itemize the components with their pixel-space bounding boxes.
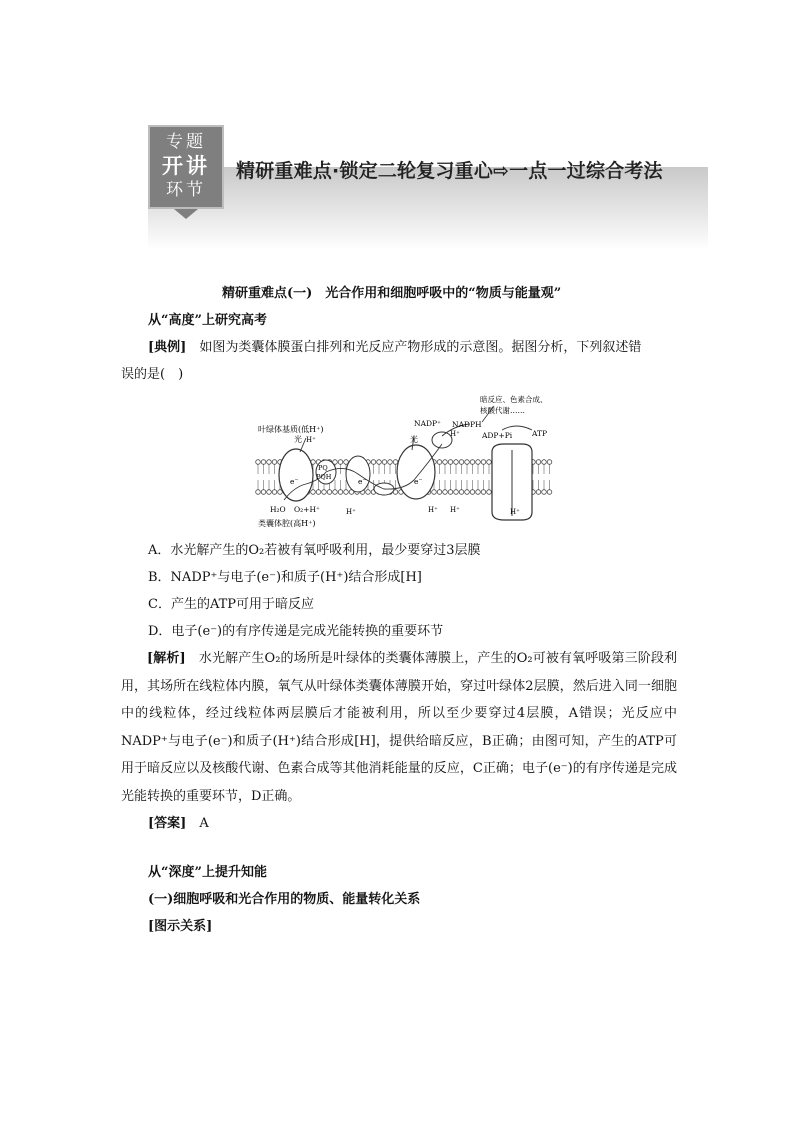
- answer-value: A: [199, 816, 209, 831]
- lipid-head: [256, 490, 261, 495]
- label-h-bottom-3: H⁺: [450, 506, 460, 514]
- badge-line-2: 开讲: [162, 154, 210, 178]
- lipid-head: [542, 490, 547, 495]
- option-b: B．NADP⁺与电子(e⁻)和质子(H⁺)结合形成[H]: [148, 570, 422, 585]
- lipid-head: [465, 460, 470, 465]
- label-light-1: 光: [294, 435, 302, 444]
- lipid-head: [366, 490, 371, 495]
- lipid-head: [542, 460, 547, 465]
- lipid-head: [470, 490, 475, 495]
- lipid-head: [382, 460, 387, 465]
- badge-tip: [174, 209, 198, 219]
- label-pq: PQ: [318, 464, 328, 472]
- analysis-text: 水光解产生O₂的场所是叶绿体的类囊体薄膜上，产生的O₂可被有氧呼吸第三阶段利用，其场所在线粒体内膜，氧气从叶绿体类囊体薄膜开始，穿过叶绿体2层膜，然后进入同一细胞中的线粒体，经过线粒体两层膜后才能被利用，所以至少要穿过4层膜，A错误；光反应中NADP⁺与电子(e⁻)和质子(H⁺)结合形成[H]，提供给暗反应，B正确；由图可知，产生的ATP可用于暗反应以及核酸代谢、色素合成等其他消耗能量的反应，C正确；电子(e⁻)的有序传递是完成光能转换的重要环节，D正确。: [121, 651, 677, 804]
- section-title: 精研重难点(一) 光合作用和细胞呼吸中的“物质与能量观”: [222, 286, 562, 301]
- badge-line-1: 专题: [166, 132, 206, 152]
- thylakoid-membrane-diagram: [254, 392, 554, 532]
- ferredoxin: [432, 432, 452, 448]
- label-e-3: e⁻: [414, 477, 423, 486]
- badge-line-3: 环节: [166, 180, 206, 200]
- banner-title: 精研重难点·锁定二轮复习重心⇨一点一过综合考法: [236, 160, 663, 182]
- lipid-head: [459, 460, 464, 465]
- label-o2: O₂+H⁺: [294, 505, 320, 514]
- label-dark-reaction-2: 核酸代谢……: [480, 406, 525, 415]
- header-banner: [148, 125, 708, 250]
- lipid-head: [481, 490, 486, 495]
- sub-section-title: (一)细胞呼吸和光合作用的物质、能量转化关系: [148, 892, 421, 907]
- lipid-head: [448, 460, 453, 465]
- lipid-head: [272, 460, 277, 465]
- label-e-1: e⁻: [290, 477, 299, 486]
- lipid-head: [454, 490, 459, 495]
- label-e-2: e⁻: [358, 477, 367, 486]
- lipid-head: [487, 460, 492, 465]
- lipid-head: [338, 490, 343, 495]
- lipid-head: [465, 490, 470, 495]
- lipid-head: [481, 460, 486, 465]
- lipid-head: [443, 460, 448, 465]
- label-h-bottom-2: H⁺: [428, 506, 438, 514]
- example-question-line2: 误的是( ): [121, 367, 184, 382]
- label-lumen: 类囊体腔(高H⁺): [258, 519, 316, 528]
- analysis-paragraph: [121, 645, 677, 810]
- option-a: A．水光解产生的O₂若被有氧呼吸利用，最少要穿过3层膜: [148, 543, 481, 558]
- lipid-head: [344, 460, 349, 465]
- lipid-head: [261, 490, 266, 495]
- lipid-head: [547, 490, 552, 495]
- analysis-tag: [解析]: [147, 651, 186, 666]
- lipid-head: [267, 490, 272, 495]
- label-nadph: NADPH: [452, 420, 482, 429]
- lipid-head: [311, 490, 316, 495]
- lipid-head: [322, 490, 327, 495]
- lipid-head: [536, 460, 541, 465]
- subheading-depth: 从“深度”上提升知能: [148, 865, 267, 880]
- label-light-2: 光: [410, 435, 418, 444]
- label-nadp: NADP⁺: [414, 419, 441, 428]
- example-question-text1: 如图为类囊体膜蛋白排列和光反应产物形成的示意图。据图分析，下列叙述错: [199, 340, 642, 355]
- lipid-head: [256, 460, 261, 465]
- lipid-head: [388, 460, 393, 465]
- label-h2o: H₂O: [270, 505, 286, 514]
- label-h-bottom-1: H⁺: [346, 508, 356, 516]
- lipid-head: [333, 490, 338, 495]
- label-h-top: H⁺: [306, 436, 316, 444]
- subheading-height: 从“高度”上研究高考: [148, 313, 267, 328]
- lipid-head: [437, 490, 442, 495]
- lipid-head: [476, 490, 481, 495]
- option-d: D．电子(e⁻)的有序传递是完成光能转换的重要环节: [148, 624, 444, 639]
- lipid-head: [327, 490, 332, 495]
- photosystem-ii: [279, 449, 313, 501]
- lipid-head: [377, 460, 382, 465]
- lipid-head: [487, 490, 492, 495]
- label-pqh: PQH: [316, 473, 332, 481]
- answer-tag: [答案]: [148, 816, 187, 831]
- lipid-head: [547, 460, 552, 465]
- label-adp: ADP+Pi: [482, 431, 513, 440]
- label-h-mid: H⁺: [450, 430, 460, 438]
- atp-arrow: [502, 426, 532, 430]
- lipid-head: [316, 490, 321, 495]
- lipid-head: [470, 460, 475, 465]
- lipid-head: [432, 490, 437, 495]
- photosystem-i: [397, 445, 435, 499]
- label-stroma: 叶绿体基质(低H⁺): [258, 425, 324, 434]
- lipid-head: [437, 460, 442, 465]
- label-h-bottom-4: H⁺: [510, 508, 520, 516]
- lipid-head: [344, 490, 349, 495]
- lipid-head: [443, 490, 448, 495]
- label-atp: ATP: [532, 429, 548, 438]
- lipid-head: [371, 460, 376, 465]
- label-dark-reaction-1: 暗反应、色素合成、: [480, 395, 548, 404]
- lipid-head: [338, 460, 343, 465]
- lipid-head: [459, 490, 464, 495]
- topic-badge: [148, 125, 224, 209]
- lipid-head: [454, 460, 459, 465]
- figure-tag: [图示关系]: [148, 919, 213, 934]
- lipid-head: [536, 490, 541, 495]
- lipid-head: [476, 460, 481, 465]
- example-question-line1: [148, 338, 641, 358]
- lipid-head: [261, 460, 266, 465]
- lipid-head: [393, 460, 398, 465]
- lipid-head: [448, 490, 453, 495]
- answer-line: [148, 814, 209, 834]
- lipid-head: [267, 460, 272, 465]
- option-c: C．产生的ATP可用于暗反应: [148, 597, 315, 612]
- example-tag: [典例]: [148, 340, 187, 355]
- lipid-head: [272, 490, 277, 495]
